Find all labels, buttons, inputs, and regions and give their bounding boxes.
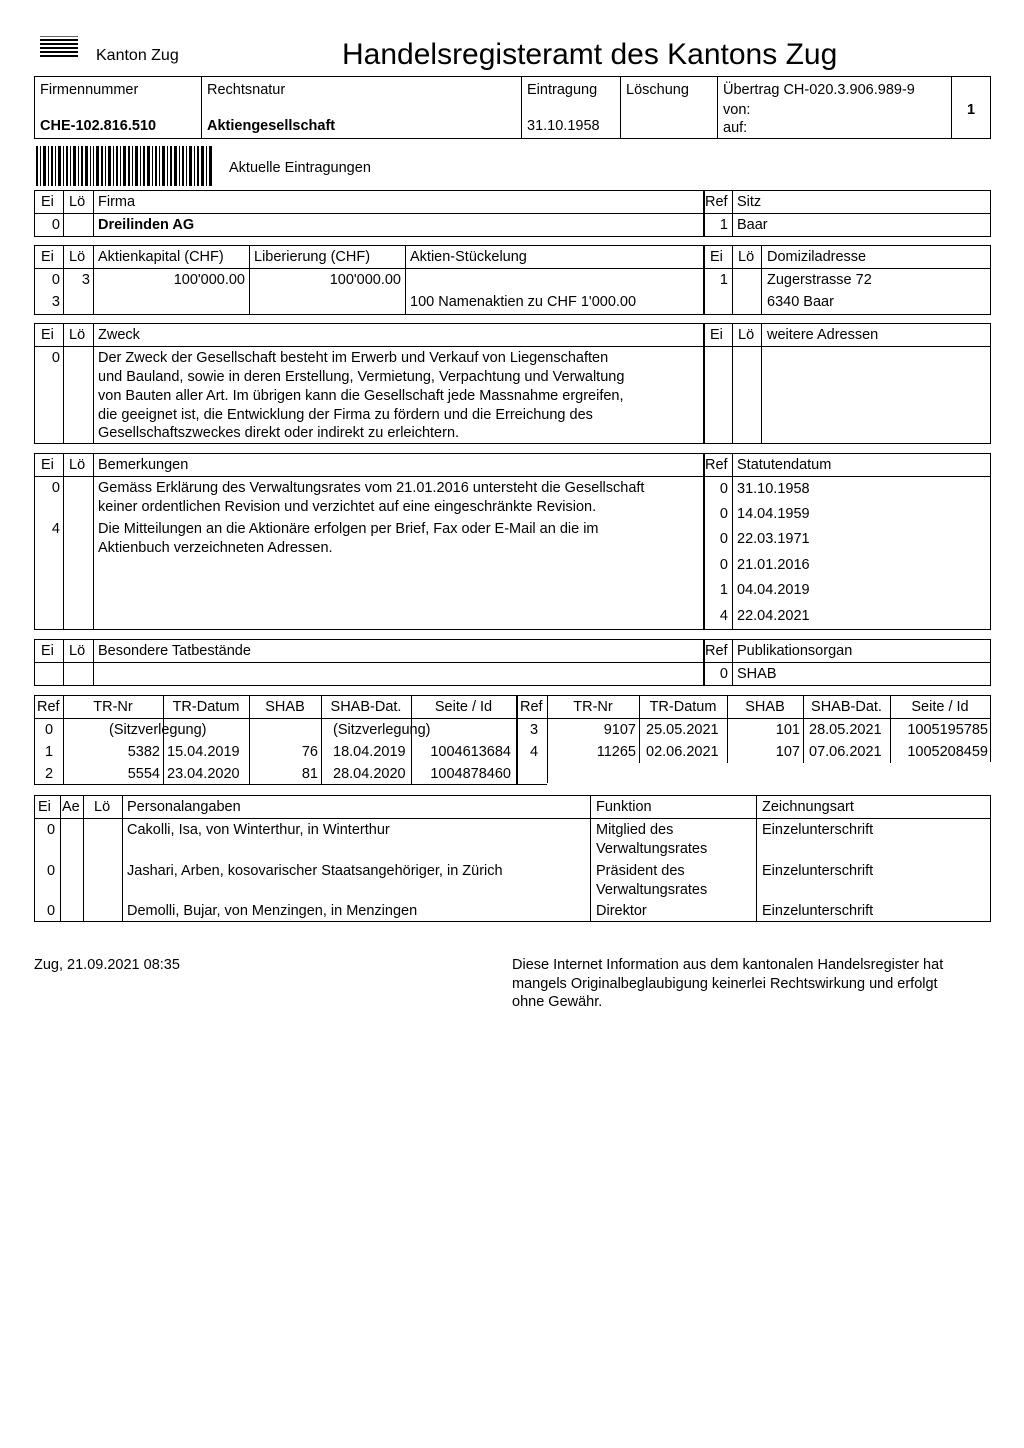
firmennummer-label: Firmennummer <box>40 82 139 98</box>
header-ei: Ei <box>710 249 723 265</box>
zweck-line: von Bauten aller Art. Im übrigen kann die Gesellschaft jede Massnahme ergreifen, <box>98 388 624 404</box>
header-ei: Ei <box>41 643 54 659</box>
header-seite: Seite / Id <box>434 699 493 715</box>
header-funktion: Funktion <box>596 799 652 815</box>
tr-shabdat: 28.04.2020 <box>333 766 406 782</box>
header-stueckelung: Aktien-Stückelung <box>410 249 527 265</box>
bemerkungen-table <box>34 453 991 630</box>
header-ref: Ref <box>520 699 543 715</box>
zweck-line: Gesellschaftszweckes direkt oder indirekt zu erleichtern. <box>98 425 460 441</box>
zweck-line: Der Zweck der Gesellschaft besteht im Erwerb und Verkauf von Liegenschaften <box>98 350 609 366</box>
domizil-line2: 6340 Baar <box>767 294 834 310</box>
header-statutendatum: Statutendatum <box>737 457 832 473</box>
header-ref: Ref <box>705 194 728 210</box>
person-details: Cakolli, Isa, von Winterthur, in Winterthur <box>127 822 390 838</box>
statut-date: 22.03.1971 <box>737 531 810 547</box>
bemerkung-ei: 4 <box>51 521 60 537</box>
header-besondere: Besondere Tatbestände <box>98 643 251 659</box>
zweck-ei: 0 <box>51 350 60 366</box>
tr-shab: 101 <box>775 722 800 738</box>
rechtsnatur-value: Aktiengesellschaft <box>207 118 336 134</box>
person-ei: 0 <box>47 903 56 919</box>
header-zeichnungsart: Zeichnungsart <box>762 799 854 815</box>
domizil-line1: Zugerstrasse 72 <box>767 272 872 288</box>
besondere-table <box>34 639 991 686</box>
firma-sitz: Baar <box>737 217 768 233</box>
statut-date: 31.10.1958 <box>737 481 810 497</box>
statut-ref: 0 <box>719 506 728 522</box>
person-funktion: Mitglied des <box>596 822 674 838</box>
section-subtitle: Aktuelle Eintragungen <box>229 160 371 176</box>
barcode-icon <box>36 146 214 186</box>
header-aktienkapital: Aktienkapital (CHF) <box>98 249 224 265</box>
bemerkung-line: Die Mitteilungen an die Aktionäre erfolgen per Brief, Fax oder E-Mail an die im <box>98 521 599 537</box>
header-lo: Lö <box>69 194 86 210</box>
statut-date: 21.01.2016 <box>737 557 810 573</box>
tr-ref: 4 <box>530 744 539 760</box>
firma-name: Dreilinden AG <box>98 217 195 233</box>
header-ref: Ref <box>705 457 728 473</box>
liberierung-value: 100'000.00 <box>329 272 401 288</box>
header-trdatum: TR-Datum <box>649 699 717 715</box>
tr-datum: 15.04.2019 <box>167 744 240 760</box>
company-info-box <box>34 76 991 139</box>
tr-shab: 81 <box>301 766 318 782</box>
tr-ref: 3 <box>530 722 539 738</box>
header-ei: Ei <box>41 249 54 265</box>
person-details: Demolli, Bujar, von Menzingen, in Menzingen <box>127 903 418 919</box>
header-lo: Lö <box>738 249 755 265</box>
header-sitz: Sitz <box>737 194 762 210</box>
tr-shabdat: 07.06.2021 <box>809 744 882 760</box>
tr-seite: 1004613684 <box>430 744 511 760</box>
eintragung-label: Eintragung <box>527 82 598 98</box>
tr-shabdat: 18.04.2019 <box>333 744 406 760</box>
header-ei: Ei <box>41 457 54 473</box>
person-zeichnung: Einzelunterschrift <box>762 903 874 919</box>
rechtsnatur-label: Rechtsnatur <box>207 82 286 98</box>
firmennummer-value: CHE-102.816.510 <box>40 118 157 134</box>
kapital-lo: 3 <box>81 272 90 288</box>
person-ei: 0 <box>47 822 56 838</box>
footer-disclaimer-line: ohne Gewähr. <box>512 994 603 1010</box>
tr-seite: 1005195785 <box>907 722 988 738</box>
tr-datum: 23.04.2020 <box>167 766 240 782</box>
header-domizil: Domiziladresse <box>767 249 867 265</box>
stueckelung-ei: 3 <box>51 294 60 310</box>
statut-ref: 0 <box>719 531 728 547</box>
kanton-zug-logo <box>40 36 78 59</box>
tr-nr: 11265 <box>596 744 636 760</box>
header-trnr: TR-Nr <box>93 699 133 715</box>
statut-ref: 1 <box>719 582 728 598</box>
tr-nr: 5554 <box>127 766 160 782</box>
tr-shabdat: 28.05.2021 <box>809 722 882 738</box>
header-ref: Ref <box>37 699 60 715</box>
statut-date: 22.04.2021 <box>737 608 810 624</box>
statut-ref: 0 <box>719 557 728 573</box>
tr-nr: 5382 <box>127 744 160 760</box>
domizil-ei: 1 <box>719 272 728 288</box>
header-shabdat: SHAB-Dat. <box>330 699 402 715</box>
zweck-line: die geeignet ist, die Entwicklung der Firma zu fördern und die Erreichung des <box>98 407 593 423</box>
bemerkung-line: Aktienbuch verzeichneten Adressen. <box>98 540 333 556</box>
bemerkung-line: keiner ordentlichen Revision und verzichtet auf eine eingeschränkte Revision. <box>98 499 597 515</box>
kapital-table <box>34 245 991 315</box>
header-zweck: Zweck <box>98 327 140 343</box>
page-title: Handelsregisteramt des Kantons Zug <box>342 38 838 71</box>
von-label: von: <box>723 102 751 118</box>
kapital-value: 100'000.00 <box>173 272 245 288</box>
header-seite: Seite / Id <box>911 699 969 715</box>
person-funktion: Direktor <box>596 903 647 919</box>
header-trnr: TR-Nr <box>573 699 613 715</box>
person-ei: 0 <box>47 863 56 879</box>
tr-sitzverlegung: (Sitzverlegung) <box>333 722 431 738</box>
header-weitere-adressen: weitere Adressen <box>767 327 879 343</box>
header-lo: Lö <box>94 799 111 815</box>
firma-ei: 0 <box>51 217 60 233</box>
auf-label: auf: <box>723 120 748 136</box>
bemerkung-ei: 0 <box>51 480 60 496</box>
header-lo: Lö <box>69 249 86 265</box>
pub-ref: 0 <box>719 666 728 682</box>
header-shab: SHAB <box>265 699 305 715</box>
brand-name: Kanton Zug <box>96 47 179 64</box>
tr-ref: 1 <box>45 744 54 760</box>
tr-nr: 9107 <box>603 722 636 738</box>
tr-seite: 1004878460 <box>430 766 511 782</box>
footer-disclaimer-line: mangels Originalbeglaubigung keinerlei Rechtswirkung und erfolgt <box>512 976 938 992</box>
statut-ref: 0 <box>719 481 728 497</box>
header-trdatum: TR-Datum <box>172 699 240 715</box>
uebertrag-text: Übertrag CH-020.3.906.989-9 <box>723 82 915 98</box>
header-bemerkungen: Bemerkungen <box>98 457 189 473</box>
person-details: Jashari, Arben, kosovarischer Staatsangehöriger, in Zürich <box>127 863 503 879</box>
tr-shab: 107 <box>775 744 800 760</box>
loeschung-label: Löschung <box>626 82 689 98</box>
pub-value: SHAB <box>737 666 777 682</box>
zweck-table <box>34 323 991 444</box>
person-zeichnung: Einzelunterschrift <box>762 863 874 879</box>
header-ei: Ei <box>710 327 723 343</box>
zweck-line: und Bauland, sowie in deren Erstellung, Vermietung, Verpachtung und Verwaltung <box>98 369 625 385</box>
header-lo: Lö <box>69 457 86 473</box>
header-ei: Ei <box>41 194 54 210</box>
person-funktion: Präsident des <box>596 863 685 879</box>
person-funktion: Verwaltungsrates <box>596 841 708 857</box>
header-ei: Ei <box>41 327 54 343</box>
firma-ref: 1 <box>719 217 728 233</box>
page-number: 1 <box>967 102 976 118</box>
header-liberierung: Liberierung (CHF) <box>254 249 371 265</box>
personen-table <box>34 795 991 922</box>
footer-date: Zug, 21.09.2021 08:35 <box>34 957 180 973</box>
stueckelung-value: 100 Namenaktien zu CHF 1'000.00 <box>410 294 637 310</box>
header-personalangaben: Personalangaben <box>127 799 241 815</box>
header-shabdat: SHAB-Dat. <box>811 699 882 715</box>
kapital-ei: 0 <box>51 272 60 288</box>
header-lo: Lö <box>69 327 86 343</box>
eintragung-value: 31.10.1958 <box>527 118 600 134</box>
tr-datum: 02.06.2021 <box>646 744 719 760</box>
header-ref: Ref <box>705 643 728 659</box>
tr-sitzverlegung: (Sitzverlegung) <box>109 722 207 738</box>
bemerkung-line: Gemäss Erklärung des Verwaltungsrates vom 21.01.2016 untersteht die Gesellschaft <box>98 480 645 496</box>
tr-datum: 25.05.2021 <box>646 722 719 738</box>
tr-seite: 1005208459 <box>907 744 988 760</box>
header-lo: Lö <box>69 643 86 659</box>
header-shab: SHAB <box>745 699 785 715</box>
header-publikationsorgan: Publikationsorgan <box>737 643 853 659</box>
statut-ref: 4 <box>719 608 728 624</box>
header-ae: Ae <box>62 799 80 815</box>
tr-shab: 76 <box>301 744 318 760</box>
statut-date: 14.04.1959 <box>737 506 810 522</box>
header-ei: Ei <box>38 799 51 815</box>
footer-disclaimer-line: Diese Internet Information aus dem kantonalen Handelsregister hat <box>512 957 944 973</box>
tr-ref: 0 <box>45 722 54 738</box>
firma-table <box>34 190 991 237</box>
header-firma: Firma <box>98 194 136 210</box>
tr-ref: 2 <box>45 766 54 782</box>
person-zeichnung: Einzelunterschrift <box>762 822 874 838</box>
header-lo: Lö <box>738 327 755 343</box>
person-funktion: Verwaltungsrates <box>596 882 708 898</box>
statut-date: 04.04.2019 <box>737 582 810 598</box>
